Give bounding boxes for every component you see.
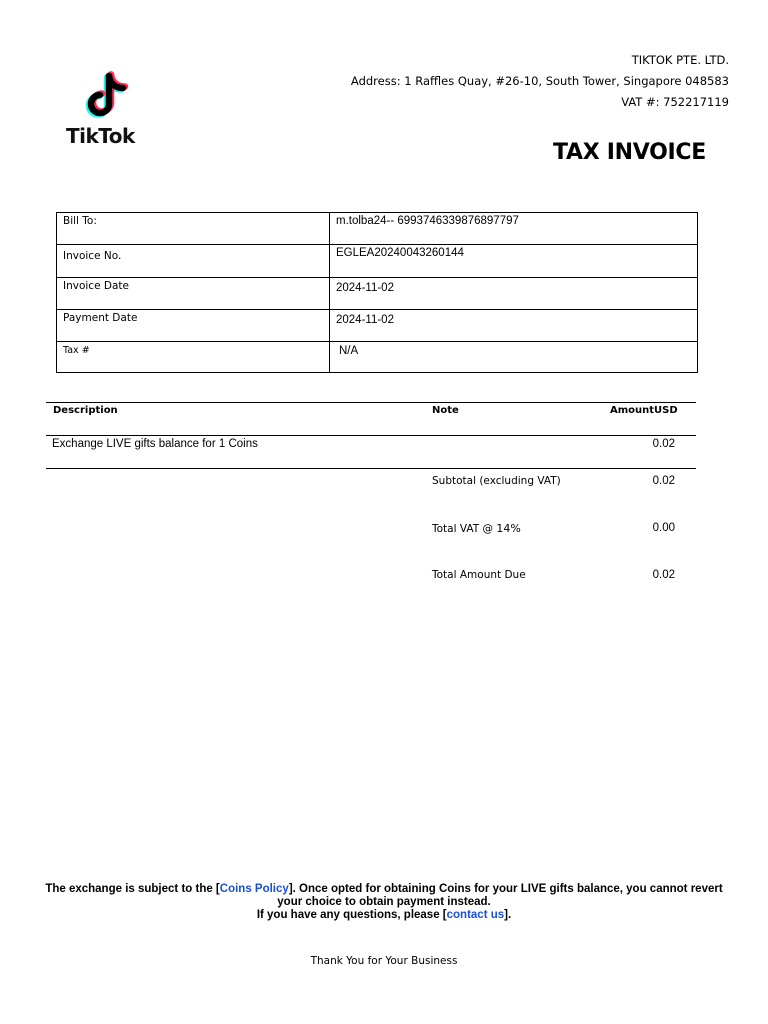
questions-line [40, 909, 728, 922]
tax-label: Tax # [57, 342, 330, 373]
payment-date-label: Payment Date [57, 310, 330, 342]
company-name: TIKTOK PTE. LTD. [631, 53, 729, 67]
invoice-date-value: 2024-11-02 [330, 278, 698, 310]
company-vat: VAT #: 752217119 [621, 95, 729, 109]
thank-you-note: Thank You for Your Business [310, 955, 458, 967]
subtotal-label: Subtotal (excluding VAT) [432, 475, 561, 487]
terms-notice [40, 883, 728, 922]
terms-paragraph [40, 883, 728, 909]
bill-to-label: Bill To: [57, 213, 330, 245]
total-value: 0.02 [652, 569, 675, 581]
contact-us-link[interactable]: contact us [446, 909, 505, 921]
description-header: Description [53, 405, 118, 416]
bill-to-row [57, 213, 698, 245]
items-header-rule [46, 435, 696, 436]
currency-header: USD [654, 405, 678, 416]
items-bottom-rule [46, 468, 696, 469]
billing-table [56, 212, 698, 373]
company-info [351, 50, 729, 113]
questions-text-end: ]. [504, 909, 512, 921]
items-top-rule [46, 402, 696, 403]
note-header: Note [432, 405, 459, 416]
invoice-no-row [57, 245, 698, 278]
tax-value: N/A [330, 342, 698, 373]
payment-date-value: 2024-11-02 [330, 310, 698, 342]
subtotal-value: 0.02 [652, 475, 675, 487]
vat-value: 0.00 [652, 522, 675, 534]
tax-row [57, 342, 698, 373]
item-description: Exchange LIVE gifts balance for 1 Coins [52, 438, 258, 450]
total-label: Total Amount Due [432, 569, 526, 581]
payment-date-row [57, 310, 698, 342]
invoice-date-label: Invoice Date [57, 278, 330, 310]
coins-policy-link[interactable]: Coins Policy [219, 883, 289, 895]
invoice-no-label: Invoice No. [57, 245, 330, 278]
vat-rate: 14% [496, 522, 521, 535]
terms-text-end: ]. Once opted for obtaining Coins for your LIVE gifts balance, you cannot revert your choice to obtain payment instead. [277, 883, 723, 908]
tiktok-logo [60, 70, 150, 154]
vat-label-text: Total VAT @ [432, 523, 493, 535]
company-address: Address: 1 Raffles Quay, #26-10, South Tower, Singapore 048583 [350, 74, 729, 88]
amount-header: Amount [610, 405, 655, 416]
invoice-no-value: EGLEA20240043260144 [330, 245, 698, 278]
bill-to-value: m.tolba24-- 6993746339876897797 [330, 213, 698, 245]
tiktok-note-icon [80, 70, 132, 122]
vat-label [432, 522, 521, 535]
questions-text-start: If you have any questions, please [ [256, 909, 447, 921]
logo-wordmark: TikTok [66, 124, 135, 148]
item-amount: 0.02 [652, 438, 675, 450]
terms-text-start: The exchange is subject to the [ [45, 883, 220, 895]
document-title: TAX INVOICE [553, 140, 706, 165]
invoice-date-row [57, 278, 698, 310]
